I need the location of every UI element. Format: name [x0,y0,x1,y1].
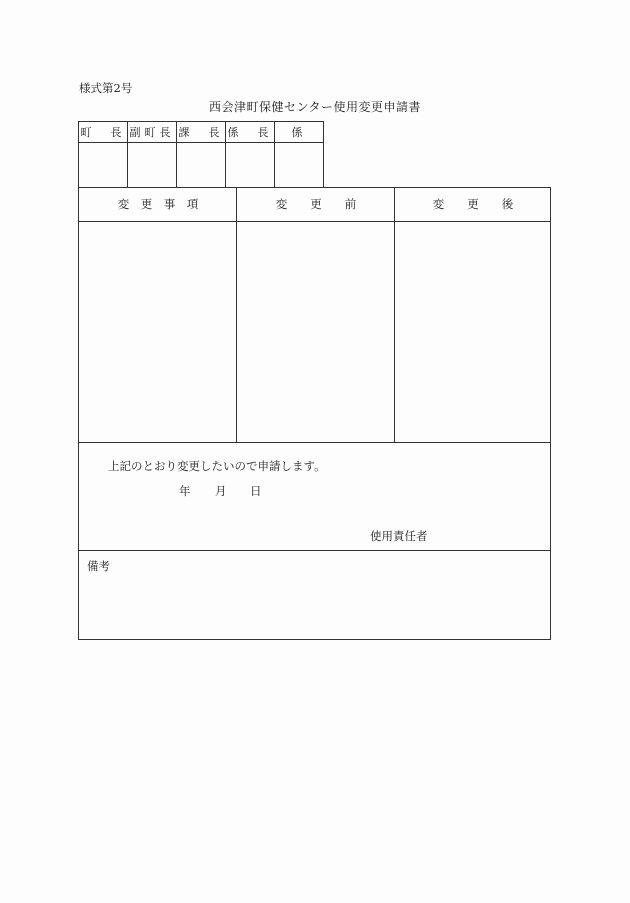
approval-header-section-chief: 課 長 [177,122,226,143]
date-month-label: 月 [215,484,227,498]
remarks-field[interactable] [79,578,551,640]
approval-header-deputy-mayor: 副町長 [128,122,177,143]
change-item-field[interactable] [79,222,236,442]
approval-stamp-cell-section-chief[interactable] [177,143,226,188]
remarks-divider [79,550,550,551]
date-day-label: 日 [250,484,262,498]
approval-header-row [79,122,324,143]
change-table [78,187,551,640]
approval-stamp-cell-subsection-chief[interactable] [226,143,275,188]
user-responsible-label: 使用責任者 [370,529,428,543]
application-statement: 上記のとおり変更したいので申請します。 [108,459,326,473]
before-change-field[interactable] [237,222,394,442]
approval-header-subsection-chief: 係 長 [226,122,275,143]
form-number: 様式第2号 [79,81,133,95]
after-change-field[interactable] [395,222,551,442]
approval-stamp-cell-staff[interactable] [275,143,324,188]
document-title-text: 西会津町保健センター使用変更申請書 [208,100,422,114]
header-before-change: 変 更 前 [275,197,357,211]
approval-stamp-cell-mayor[interactable] [79,143,128,188]
header-after-change: 変 更 後 [432,197,514,211]
approval-stamp-cell-deputy-mayor[interactable] [128,143,177,188]
approval-header-staff: 係 [275,122,324,143]
date-year-label: 年 [179,484,191,498]
approval-stamp-row [79,143,324,188]
body-divider [79,442,550,443]
approval-header-mayor: 町 長 [79,122,128,143]
remarks-label: 備考 [87,559,110,573]
header-change-item: 変 更 事 項 [117,197,199,211]
approval-stamp-grid [78,121,324,188]
document-title [0,98,630,115]
